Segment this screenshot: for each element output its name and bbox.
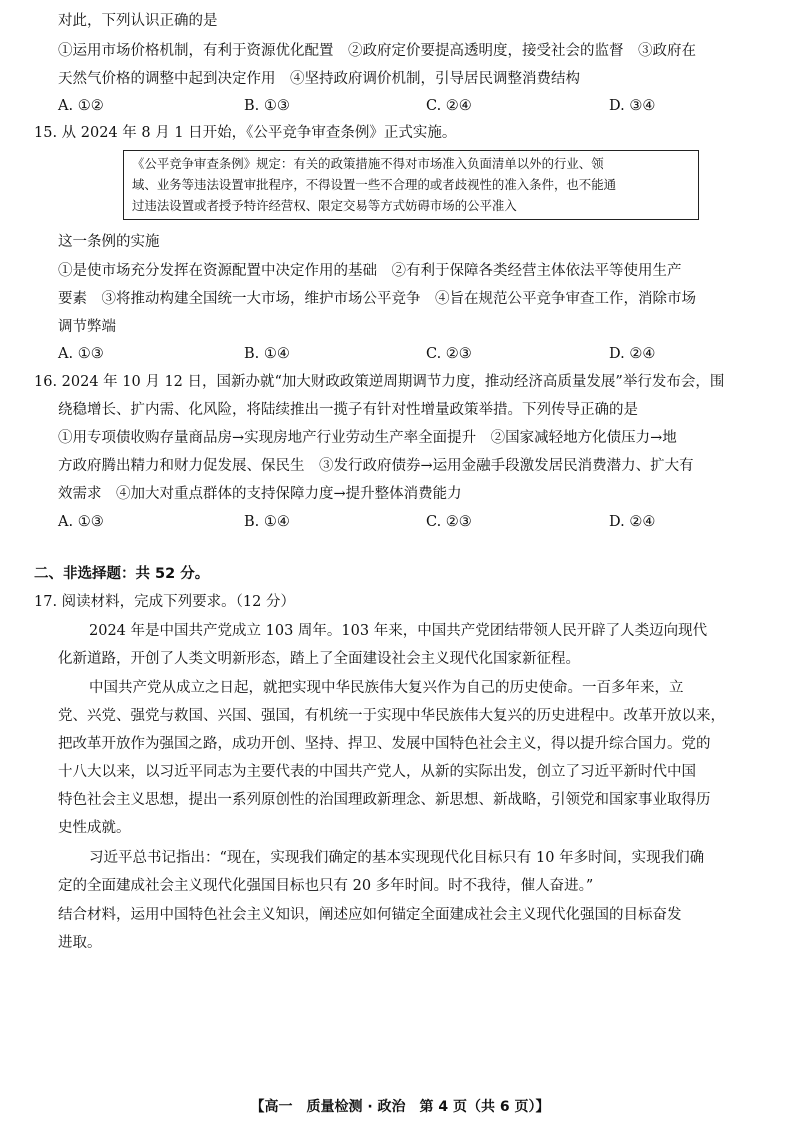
q16-statements-line-3: 效需求 ④加大对重点群体的支持保障力度→提升整体消费能力 <box>58 486 462 502</box>
q17-p2-line-1: 中国共产党从成立之日起，就把实现中华民族伟大复兴作为自己的历史使命。一百多年来，立 <box>89 680 684 696</box>
q15-material-line-1: 《公平竞争审查条例》规定：有关的政策措施不得对市场准入负面清单以外的行业、领 <box>132 156 604 171</box>
q17-p3-line-1: 习近平总书记指出：“现在，实现我们确定的基本实现现代化目标只有 10 年多时间，实现我们确 <box>89 850 705 866</box>
q16-option-b[interactable]: B. ①④ <box>244 514 290 530</box>
q17-p1-line-1: 2024 年是中国共产党成立 103 周年。103 年来，中国共产党团结带领人民开辟了人类迈向现代 <box>89 623 708 639</box>
q14-option-c[interactable]: C. ②④ <box>426 98 472 114</box>
q15-option-d[interactable]: D. ②④ <box>609 346 656 362</box>
q17-task-line-2: 进取。 <box>58 935 102 951</box>
q17-task-line-1: 结合材料，运用中国特色社会主义知识，阐述应如何锚定全面建成社会主义现代化强国的目标奋发 <box>58 907 682 923</box>
q15-option-c[interactable]: C. ②③ <box>426 346 472 362</box>
q15-option-a[interactable]: A. ①③ <box>58 346 104 362</box>
q15-stem: 15. 从 2024 年 8 月 1 日开始，《公平竞争审查条例》正式实施。 <box>34 125 457 141</box>
q16-stem-line-2: 绕稳增长、扩内需、化风险，将陆续推出一揽子有针对性增量政策举措。下列传导正确的是 <box>58 402 638 418</box>
q17-stem: 17. 阅读材料，完成下列要求。（12 分） <box>34 594 295 610</box>
q17-p2-line-6: 史性成就。 <box>58 820 131 836</box>
q16-statements-line-1: ①用专项债收购存量商品房→实现房地产行业劳动生产率全面提升 ②国家减轻地方化债压力→地 <box>58 430 677 446</box>
q15-material-box <box>123 150 699 220</box>
q17-p1-line-2: 化新道路，开创了人类文明新形态，踏上了全面建设社会主义现代化国家新征程。 <box>58 651 580 667</box>
q14-option-a[interactable]: A. ①② <box>58 98 104 114</box>
q16-option-a[interactable]: A. ①③ <box>58 514 104 530</box>
q15-material-line-2: 域、业务等违法设置审批程序，不得设置一些不合理的或者歧视性的准入条件，也不能通 <box>132 177 617 192</box>
q15-statements-line-1: ①是使市场充分发挥在资源配置中决定作用的基础 ②有利于保障各类经营主体依法平等使用生产 <box>58 263 682 279</box>
page-footer: 【高一 质量检测 · 政治 第 4 页（共 6 页）】 <box>250 1099 550 1115</box>
q16-statements-line-2: 方政府腾出精力和财力促发展、保民生 ③发行政府债券→运用金融手段激发居民消费潜力、扩大有 <box>58 458 694 474</box>
q17-p2-line-4: 十八大以来，以习近平同志为主要代表的中国共产党人，从新的实际出发，创立了习近平新时代中国 <box>58 764 696 780</box>
q14-statements-line-2: 天然气价格的调整中起到决定作用 ④坚持政府调价机制，引导居民调整消费结构 <box>58 71 580 87</box>
q15-statements-line-2: 要素 ③将推动构建全国统一大市场，维护市场公平竞争 ④旨在规范公平竞争审查工作，消除市场 <box>58 291 696 307</box>
q14-option-d[interactable]: D. ③④ <box>609 98 656 114</box>
q14-stem-tail: 对此，下列认识正确的是 <box>58 13 218 29</box>
q15-statements-line-3: 调节弊端 <box>58 319 116 335</box>
section-2-title: 二、非选择题：共 52 分。 <box>34 566 210 582</box>
q14-statements-line-1: ①运用市场价格机制，有利于资源优化配置 ②政府定价要提高透明度，接受社会的监督 ③政府在 <box>58 43 696 59</box>
q16-stem-line-1: 16. 2024 年 10 月 12 日，国新办就“加大财政政策逆周期调节力度，推动经济高质量发展”举行发布会，围 <box>34 374 725 390</box>
q16-option-d[interactable]: D. ②④ <box>609 514 656 530</box>
q17-p2-line-3: 把改革开放作为强国之路，成功开创、坚持、捍卫、发展中国特色社会主义，得以提升综合国力。党的 <box>58 736 711 752</box>
q15-option-b[interactable]: B. ①④ <box>244 346 290 362</box>
q16-option-c[interactable]: C. ②③ <box>426 514 472 530</box>
q14-option-b[interactable]: B. ①③ <box>244 98 290 114</box>
q17-p2-line-5: 特色社会主义思想，提出一系列原创性的治国理政新理念、新思想、新战略，引领党和国家事业取得历 <box>58 792 711 808</box>
q15-material-line-3: 过违法设置或者授予特许经营权、限定交易等方式妨碍市场的公平准入 <box>132 198 517 213</box>
q17-p2-line-2: 党、兴党、强党与救国、兴国、强国，有机统一于实现中华民族伟大复兴的历史进程中。改革开放以来， <box>58 708 725 724</box>
q15-prompt: 这一条例的实施 <box>58 234 160 250</box>
q17-p3-line-2: 定的全面建成社会主义现代化强国目标也只有 20 多年时间。时不我待，催人奋进。” <box>58 878 594 894</box>
